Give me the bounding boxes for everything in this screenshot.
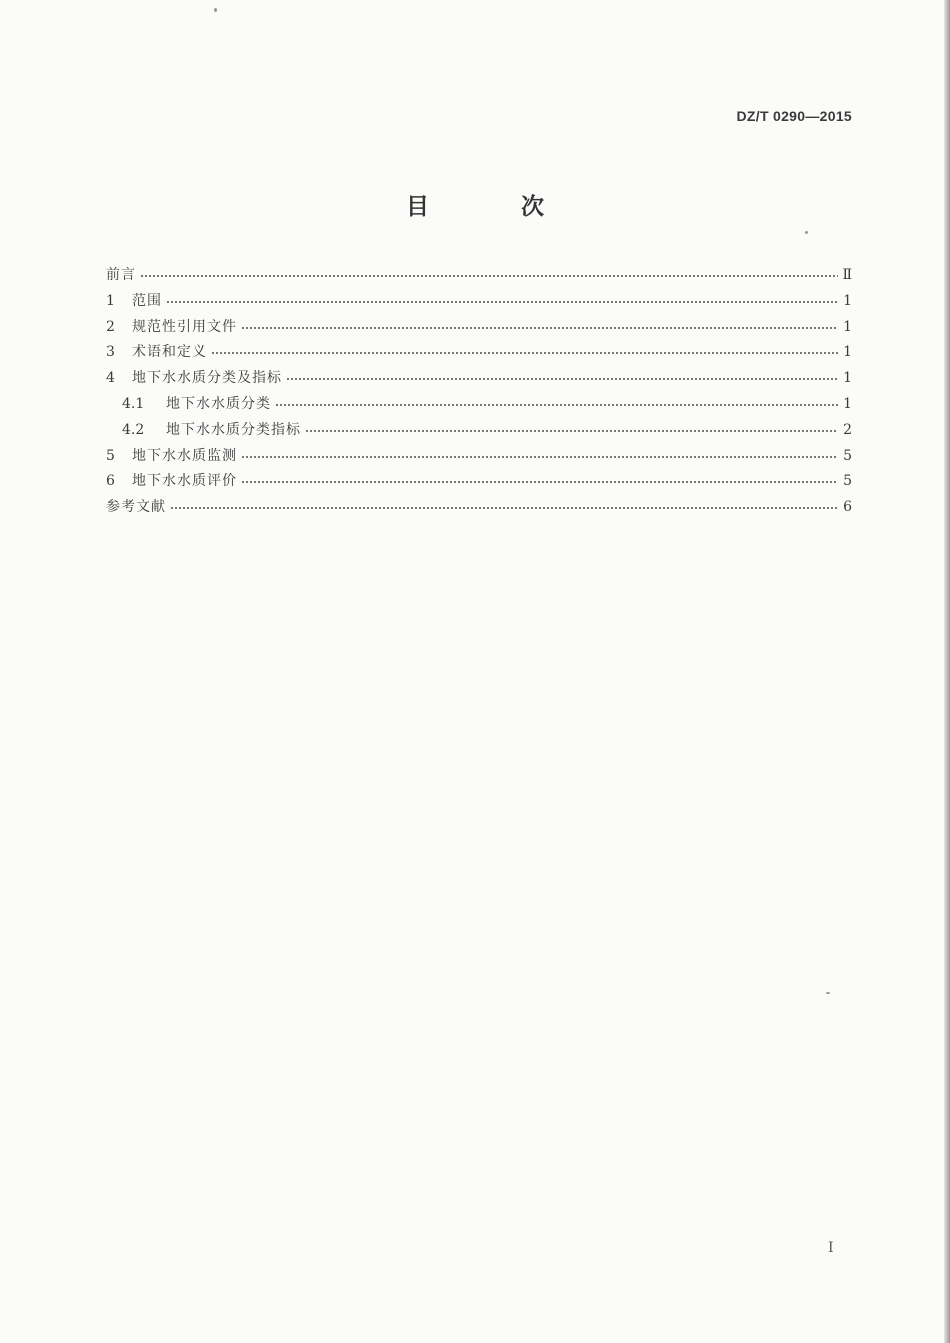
dot-leader <box>241 317 838 331</box>
toc-entry-page: 2 <box>843 421 852 438</box>
toc-entry-page: Ⅱ <box>842 267 852 283</box>
toc-entry-label: 地下水水质分类指标 <box>166 421 301 438</box>
toc-entry-label: 地下水水质分类及指标 <box>132 370 282 387</box>
toc-entry[interactable] <box>106 316 852 342</box>
toc-entry-label: 术语和定义 <box>132 344 207 361</box>
toc-entry-page: 1 <box>843 318 852 335</box>
toc-entry-label: 地下水水质监测 <box>132 447 237 464</box>
toc-entry[interactable] <box>106 470 852 496</box>
toc-entry[interactable] <box>106 445 852 471</box>
dot-leader <box>241 446 838 460</box>
dot-leader <box>170 497 838 511</box>
toc-entry-label: 地下水水质分类 <box>166 395 271 412</box>
scan-speck <box>805 231 808 234</box>
toc-entry-number: 2 <box>106 318 115 335</box>
toc-subentry[interactable] <box>106 393 852 419</box>
toc-entry-page: 1 <box>843 395 852 412</box>
document-code: DZ/T 0290—2015 <box>736 108 852 124</box>
scan-speck <box>214 8 217 12</box>
toc-entry-number: 6 <box>106 473 115 490</box>
toc-entry[interactable] <box>106 290 852 316</box>
toc-entry-number: 4.1 <box>122 395 145 412</box>
toc-subentry[interactable] <box>106 419 852 445</box>
toc-entry[interactable] <box>106 341 852 367</box>
toc-entry-number: 5 <box>106 447 115 464</box>
dot-leader <box>241 471 838 485</box>
toc-entry[interactable] <box>106 264 852 290</box>
toc-entry-number: 1 <box>106 292 115 309</box>
dot-leader <box>275 394 838 408</box>
toc-entry-label: 范围 <box>132 292 162 309</box>
toc-entry-page: 1 <box>843 370 852 387</box>
table-of-contents <box>106 264 852 522</box>
toc-entry-number: 4 <box>106 370 115 387</box>
scan-speck <box>826 992 830 994</box>
toc-entry[interactable] <box>106 367 852 393</box>
dot-leader <box>305 420 838 434</box>
page-number: Ⅰ <box>828 1240 834 1256</box>
page-title: 目 次 <box>405 193 586 220</box>
dot-leader <box>286 368 838 382</box>
toc-entry-label: 参考文献 <box>106 499 166 516</box>
dot-leader <box>211 342 838 356</box>
toc-entry-number: 3 <box>106 344 115 361</box>
toc-entry[interactable] <box>106 496 852 522</box>
toc-entry-label: 地下水水质评价 <box>132 473 237 490</box>
toc-entry-label: 前言 <box>106 267 136 283</box>
toc-entry-number: 4.2 <box>122 421 145 438</box>
dot-leader <box>140 265 838 279</box>
toc-entry-page: 5 <box>843 447 852 464</box>
toc-entry-page: 1 <box>843 344 852 361</box>
dot-leader <box>166 291 838 305</box>
toc-entry-label: 规范性引用文件 <box>132 318 237 335</box>
toc-entry-page: 6 <box>843 499 852 516</box>
toc-entry-page: 5 <box>843 473 852 490</box>
toc-entry-page: 1 <box>843 292 852 309</box>
